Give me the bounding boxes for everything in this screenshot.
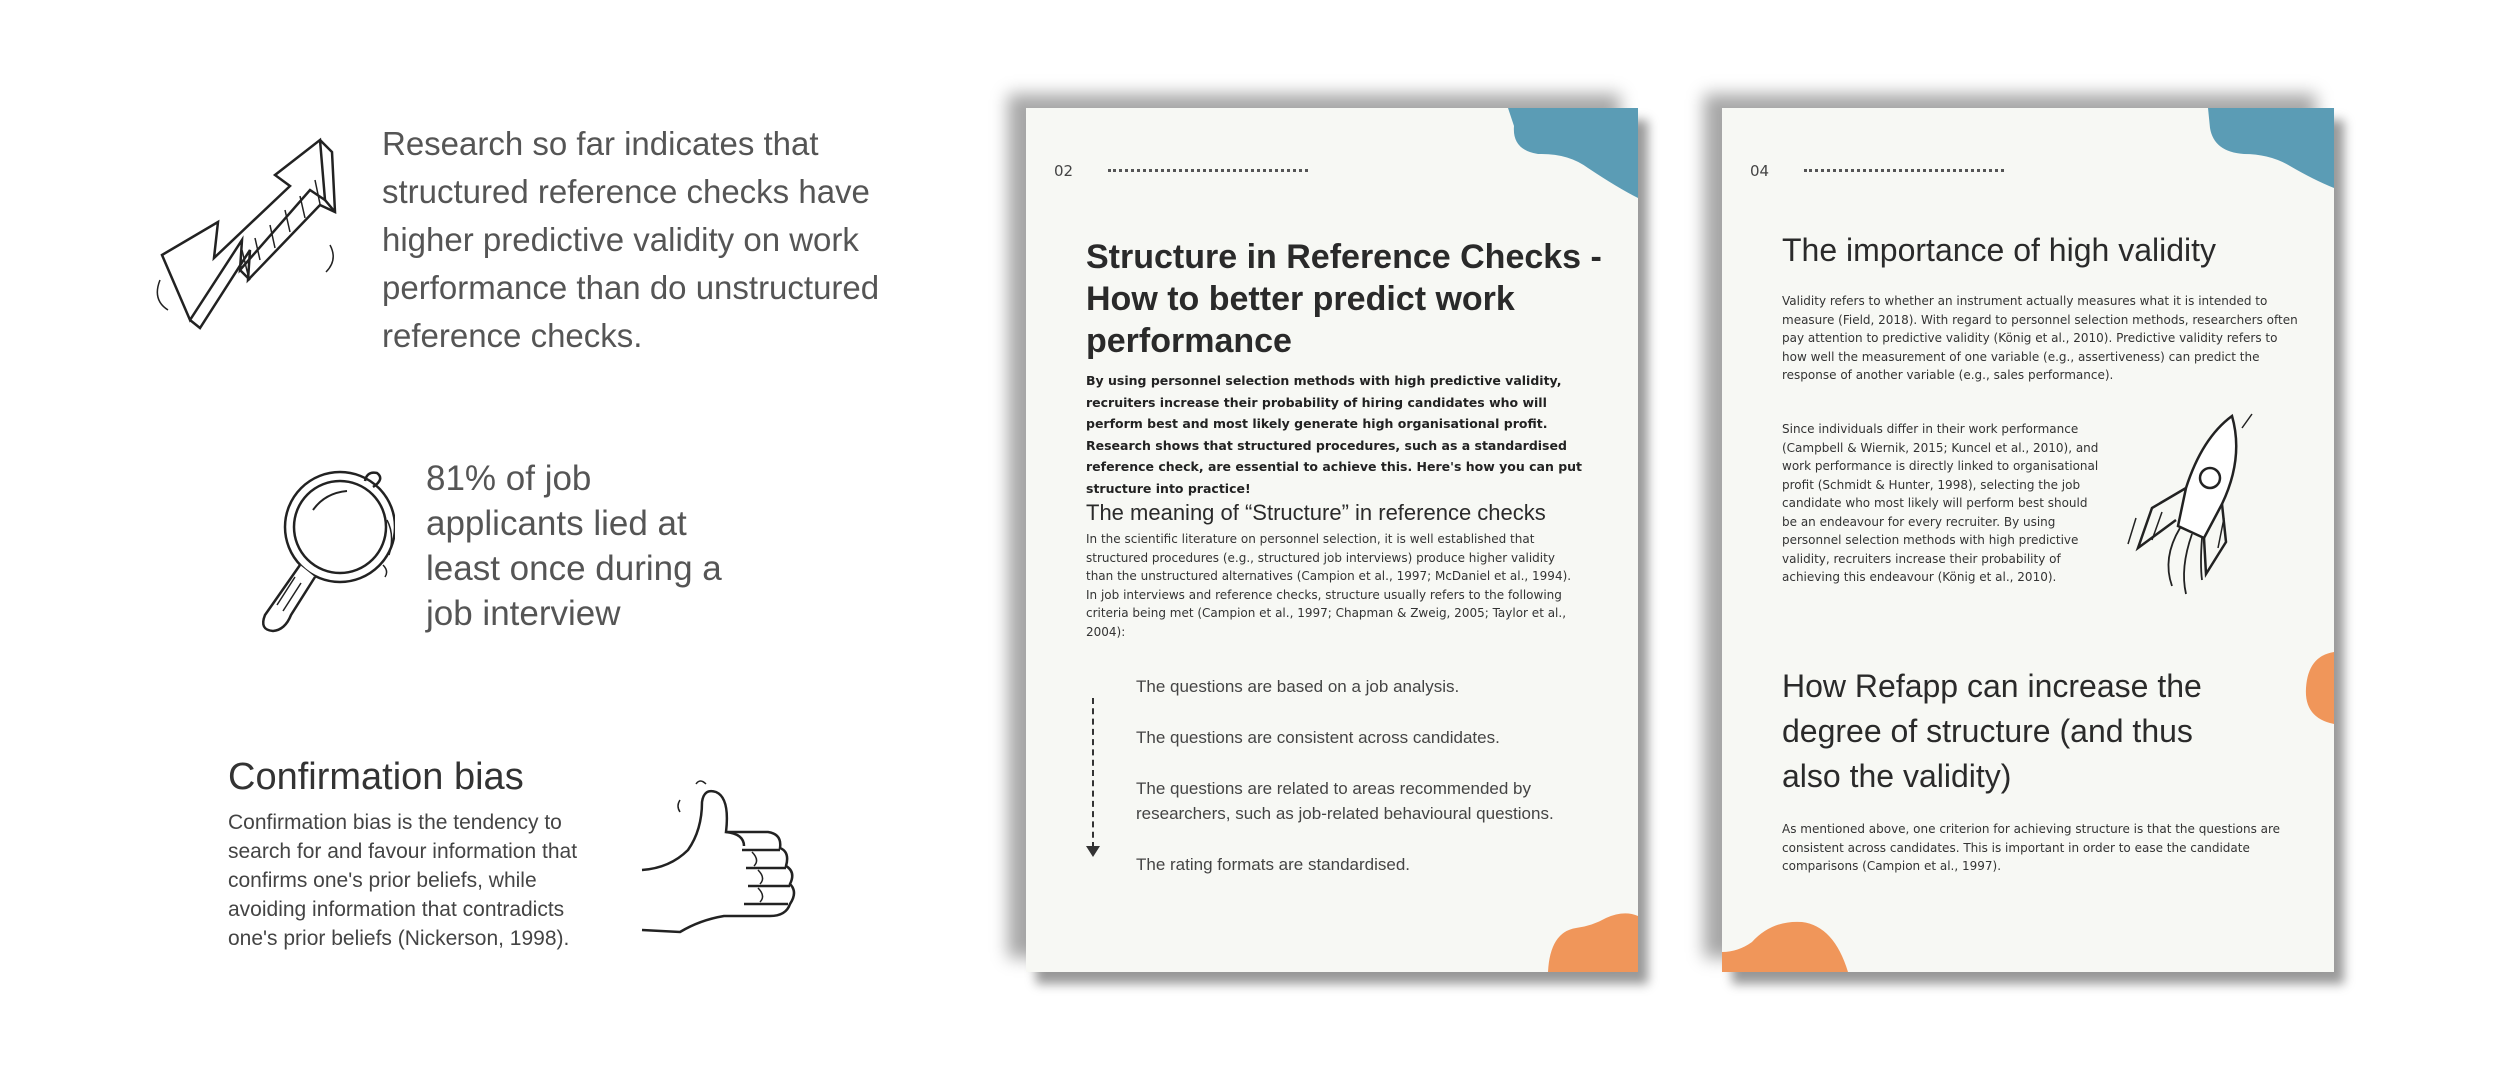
dashed-arrow	[1092, 698, 1094, 848]
rocket-icon	[2122, 408, 2262, 608]
arrow-up-icon	[150, 130, 340, 330]
orange-blob	[2304, 652, 2334, 732]
orange-blob	[1722, 918, 1852, 972]
section-heading: The importance of high validity	[1782, 232, 2216, 268]
blue-blob	[2208, 108, 2334, 188]
body-paragraph: In the scientific literature on personnel selection, it is well established that structured procedures (e.g., structured job interviews) produce higher validity than the unstructured alternatives (Campion et al., 1997; McDaniel et al., 1994). In job interviews and reference checks, structure usually refers to the following criteria being met (Campion et al., 1997; Chapman & Zweig, 2005; Taylor et al., 2004):	[1086, 532, 1572, 639]
dotted-divider	[1108, 169, 1308, 172]
orange-blob	[1548, 912, 1638, 972]
list-item: The rating formats are standardised.	[1136, 855, 1411, 874]
list-item: The questions are related to areas recommended by researchers, such as job-related behavioural questions.	[1136, 779, 1554, 823]
page-number: 02	[1054, 162, 1074, 180]
body-paragraph: Validity refers to whether an instrument actually measures what it is intended to measure (Field, 2018). With regard to personnel selection methods, researchers often pay attention to predictive validity (König et al., 2010). Predictive validity refers to how well the measurement of one variable (e.g., assertiveness) can predict the response of another variable (e.g., sales performance).	[1782, 294, 2298, 382]
section-heading: How Refapp can increase the degree of structure (and thus also the validity)	[1782, 668, 2202, 794]
dotted-divider	[1804, 169, 2004, 172]
list-item: The questions are based on a job analysis.	[1136, 677, 1460, 696]
body-paragraph: As mentioned above, one criterion for achieving structure is that the questions are consistent across candidates. This is important in order to ease the candidate comparisons (Campion et al., 1997).	[1782, 822, 2281, 873]
section-heading: The meaning of “Structure” in reference checks	[1086, 500, 1546, 525]
page-number: 04	[1750, 162, 1770, 180]
list-item: The questions are consistent across candidates.	[1136, 728, 1500, 747]
research-blurb: Research so far indicates that structured reference checks have higher predictive validity on work performance than do unstructured reference checks.	[382, 125, 880, 354]
document-page-02	[1026, 108, 1638, 972]
lead-paragraph: By using personnel selection methods with high predictive validity, recruiters increase their probability of hiring candidates who will perform best and most likely generate high organisational profit. Research shows that structured procedures, such as a standardised reference check, are essential to achieve this. Here's how you can put structure into practice!	[1086, 373, 1583, 496]
document-page-04	[1722, 108, 2334, 972]
thumbs-up-icon	[640, 780, 800, 940]
blue-blob	[1508, 108, 1638, 198]
arrow-head-icon	[1086, 846, 1100, 857]
body-paragraph: Since individuals differ in their work performance (Campbell & Wiernik, 2015; Kuncel et al., 2010), and work performance is directly linked to organisational profit (Schmidt & Hunter, 1998), selecting the job candidate who most likely will perform best should be an endeavour for every recruiter. By using personnel selection methods with high predictive validity, recruiters increase their probability of achieving this endeavour (König et al., 2010).	[1782, 422, 2099, 584]
confirmation-bias-title: Confirmation bias	[228, 756, 524, 798]
magnifying-glass-icon	[255, 465, 395, 635]
confirmation-bias-text: Confirmation bias is the tendency to search for and favour information that confirms one's prior beliefs, while avoiding information that contradicts one's prior beliefs (Nickerson, 1998).	[228, 811, 578, 950]
applicants-lied-blurb: 81% of job applicants lied at least once during a job interview	[426, 459, 722, 633]
page-title: Structure in Reference Checks - How to better predict work performance	[1086, 238, 1602, 360]
